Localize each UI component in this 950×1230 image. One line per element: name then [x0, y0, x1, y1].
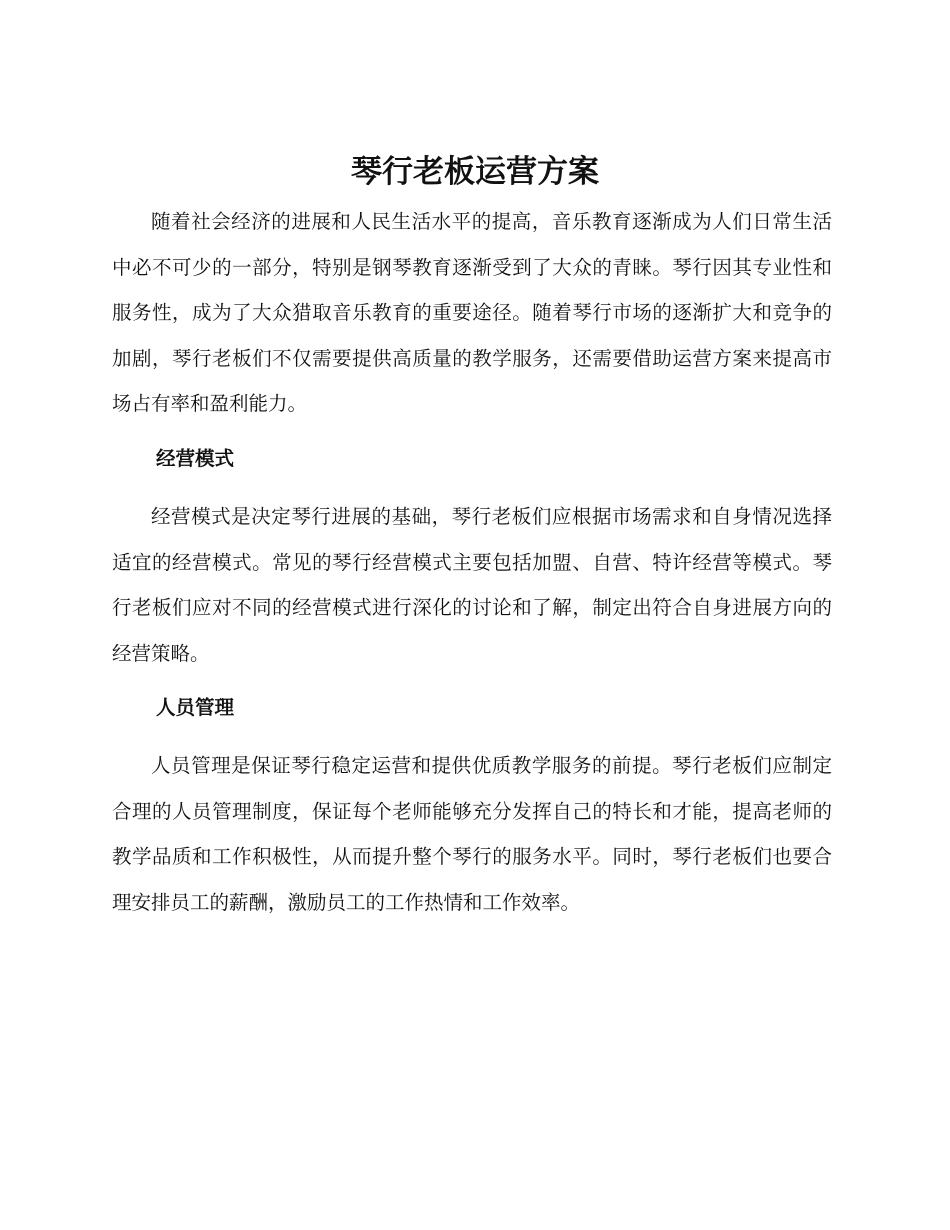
section-body-block [112, 494, 832, 676]
section-heading-staff-management: 人员管理 [156, 696, 235, 719]
section-body-business-model: 经营模式是决定琴行进展的基础，琴行老板们应根据市场需求和自身情况选择适宜的经营模式。常见的琴行经营模式主要包括加盟、自营、特许经营等模式。琴行老板们应对不同的经营模式进行深化的讨论和了解，制定出符合自身进展方向的经营策略。 [112, 505, 832, 665]
section-heading-block [112, 693, 832, 723]
section-heading-business-model: 经营模式 [156, 447, 235, 470]
intro-paragraph: 随着社会经济的进展和人民生活水平的提高，音乐教育逐渐成为人们日常生活中必不可少的一部分，特别是钢琴教育逐渐受到了大众的青睐。琴行因其专业性和服务性，成为了大众猎取音乐教育的重要途径。随着琴行市场的逐渐扩大和竞争的加剧，琴行老板们不仅需要提供高质量的教学服务，还需要借助运营方案来提高市场占有率和盈利能力。 [112, 210, 832, 415]
intro-paragraph-block [112, 199, 832, 427]
section-heading-block [112, 444, 832, 474]
section-body-staff-management: 人员管理是保证琴行稳定运营和提供优质教学服务的前提。琴行老板们应制定合理的人员管理制度，保证每个老师能够充分发挥自己的特长和才能，提高老师的教学品质和工作积极性，从而提升整个琴行的服务水平。同时，琴行老板们也要合理安排员工的薪酬，激励员工的工作热情和工作效率。 [112, 754, 832, 914]
document-title: 琴行老板运营方案 [351, 154, 599, 190]
section-body-block [112, 743, 832, 925]
